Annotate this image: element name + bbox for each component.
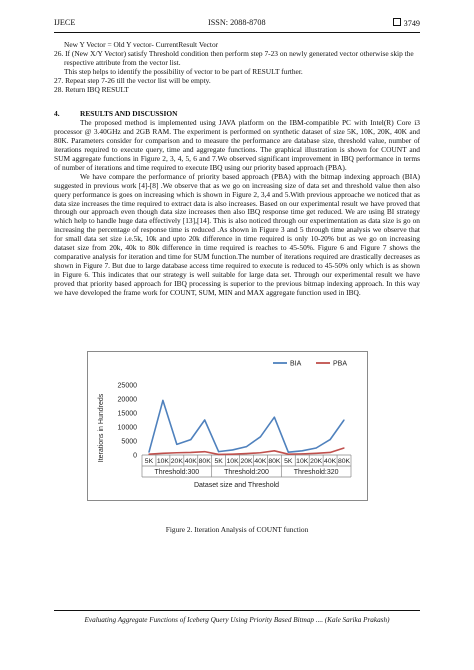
section-title: RESULTS AND DISCUSSION: [80, 109, 178, 119]
data-point-pba: [232, 454, 233, 455]
data-point-pba: [316, 453, 317, 454]
step-26: 26. If (New X/Y Vector) satisfy Threshold condition then perform step 7-23 on newly generated vector otherwise skip the respective attribute from the vector list.: [54, 48, 414, 67]
group-label: Threshold:320: [293, 469, 339, 476]
x-tick-label: 40K: [254, 458, 267, 465]
data-point-pba: [204, 451, 205, 452]
x-axis-label: Dataset size and Threshold: [193, 482, 280, 489]
y-tick-label: 5000: [121, 438, 137, 446]
page-number-text: 3749: [403, 19, 420, 28]
step-28: 28. Return IBQ RESULT: [54, 84, 129, 94]
data-point-bia: [288, 452, 289, 453]
step-vector-update: New Y Vector = Old Y vector- CurrentResult Vector: [64, 40, 219, 49]
y-axis-label: Iterations in Hundreds: [98, 393, 105, 463]
y-tick-label: 25000: [117, 382, 137, 390]
data-point-pba: [246, 453, 247, 454]
page-body: [54, 41, 420, 297]
data-point-bia: [330, 439, 331, 440]
data-point-pba: [288, 454, 289, 455]
section-number: 4.: [54, 109, 60, 119]
x-tick-label: 20K: [310, 458, 323, 465]
data-point-bia: [343, 419, 344, 420]
x-tick-label: 10K: [296, 458, 309, 465]
data-point-bia: [232, 449, 233, 450]
data-point-bia: [218, 451, 219, 452]
y-tick-label: 0: [133, 452, 137, 460]
y-tick-label: 15000: [117, 410, 137, 418]
journal-name: IJECE: [54, 18, 76, 27]
x-tick-label: 80K: [337, 458, 351, 465]
series-line-bia: [149, 400, 344, 452]
data-point-bia: [302, 450, 303, 451]
step-26-note: This step helps to identify the possibility of vector to be part of RESULT further.: [64, 66, 303, 76]
x-tick-label: 40K: [324, 458, 337, 465]
page-number: [393, 18, 420, 28]
data-point-bia: [148, 452, 149, 453]
data-point-bia: [274, 417, 275, 418]
data-point-pba: [302, 453, 303, 454]
x-tick-label: 10K: [226, 458, 239, 465]
y-tick-label: 10000: [117, 424, 137, 432]
data-point-pba: [162, 453, 163, 454]
figure-2: [87, 351, 368, 501]
figure-caption: Figure 2. Iteration Analysis of COUNT function: [165, 525, 309, 534]
paragraph: The proposed method is implemented using JAVA platform on the IBM-compatible PC with Intel(R) Core i3 processor @ 3.40GHz and 2GB RAM. The experiment is performed on synthetic dataset of size 5K, 10K, 20K, 40K and 80K. Parameters consider for comparison and to measure the performance are database size, threshold value, number of iterations required to execute query, time and aggregate functions. The graphical illustration is shown for COUNT and SUM aggregate functions in Figure 2, 3, 4, 5, 6 and 7.We observed significant improvement in IBQ performance in terms of number of iterations and time required to execute IBQ using our priority based approach (PBA).: [54, 118, 420, 172]
data-point-pba: [274, 450, 275, 451]
x-tick-label: 80K: [268, 458, 281, 465]
data-point-pba: [330, 452, 331, 453]
square-icon: [393, 18, 401, 26]
x-tick-label: 20K: [240, 458, 253, 465]
paragraph: We have compare the performance of priority based approach (PBA) with the bitmap indexing approach (BIA) suggested in previous work [4]-[8] .We observe that as we go on increasing size of data set and threshold value then also query performance is goes on increasing which is shown in Figure 2, 3,4 and 5.With previous approache we noticed that as data size increases the time required to extract data is also increases. Based on our experimental result we have proved that through our approach even though data size increases then also IBQ response time get reduced. We are using BI strategy which help to handle huge data effectively [13],[14]. This is also noticed through our experimentation as data size is go on increasing the percentage of response time is reduced .As shown in Figure 3 and 5 through time analysis we observe that for small data set size i.e.5k, 10k and upto 20k difference in time required is only 10-20% but as we go on increasing dataset size from 20k, 40k to 80k difference in time required is reaches to 45-50%. Figure 6 and Figure 7 shows the comparative analysis for iteration and time for SUM function.The number of iterations required are drastically decreases as shown in Figure 7. But due to large database access time required to execute is reduced to 45-50% only which is as shown in Figure 6. This indicates that our strategy is well suitable for large data set. Through our experimental result we have proved that priority based approach for IBQ processing is superior to the previous bitmap indexing approach. In this way we have developed the frame work for COUNT, SUM, MIN and MAX aggregate function used in IBQ.: [54, 171, 420, 297]
x-tick-label: 5K: [144, 458, 154, 465]
data-point-bia: [190, 439, 191, 440]
x-tick-label: 20K: [170, 458, 183, 465]
data-point-bia: [176, 444, 177, 445]
group-label: Threshold:200: [224, 469, 269, 476]
x-tick-label: 40K: [184, 458, 197, 465]
data-point-pba: [176, 452, 177, 453]
data-point-bia: [260, 436, 261, 437]
data-point-pba: [260, 452, 261, 453]
x-tick-label: 5K: [284, 458, 293, 465]
y-tick-label: 20000: [117, 396, 137, 404]
legend-label-bia: BIA: [290, 360, 302, 368]
page-footer: Evaluating Aggregate Functions of Iceberg Query Using Priority Based Bitmap .... (Kale Sarika Prakash): [84, 616, 390, 624]
x-tick-label: 80K: [198, 458, 211, 465]
data-point-bia: [246, 446, 247, 447]
step-27: 27. Repeat step 7-26 till the vector list will be empty.: [54, 75, 211, 85]
data-point-pba: [148, 454, 149, 455]
group-label: Threshold:300: [154, 469, 200, 476]
footer-rule: [54, 610, 420, 611]
line-chart: [88, 352, 367, 500]
header-rule: [54, 32, 420, 33]
data-point-pba: [343, 447, 344, 448]
page-header: [54, 18, 420, 32]
data-point-bia: [316, 447, 317, 448]
x-tick-label: 5K: [214, 458, 223, 465]
legend-label-pba: PBA: [333, 360, 348, 368]
issn: ISSN: 2088-8708: [208, 18, 266, 27]
data-point-bia: [204, 419, 205, 420]
data-point-pba: [218, 454, 219, 455]
data-point-bia: [162, 400, 163, 401]
data-point-pba: [190, 452, 191, 453]
x-tick-label: 10K: [156, 458, 169, 465]
